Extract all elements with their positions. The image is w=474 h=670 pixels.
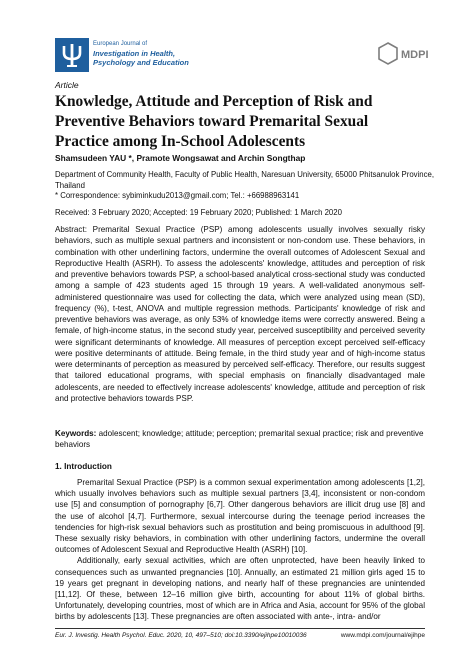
journal-logo (55, 38, 89, 72)
mdpi-hexagon-icon (379, 43, 397, 64)
keywords-text: adolescent; knowledge; attitude; perception; premarital sexual practice; risk and preventive behaviors (55, 429, 424, 450)
footer-citation: Eur. J. Investig. Health Psychol. Educ. 2020, 10, 497–510; doi:10.3390/ejihpe10010036 (55, 632, 307, 639)
footer-divider (55, 628, 425, 629)
journal-name-line2: Psychology and Education (93, 58, 189, 67)
keywords-label: Keywords: (55, 429, 97, 438)
affiliation-address: Department of Community Health, Faculty of Public Health, Naresuan University, 65000 Phitsanulok Province, Thailand (55, 170, 435, 190)
intro-paragraph-2: Additionally, early sexual activities, which are often unprotected, have been heavily linked to consequences such as unwanted pregnancies [10]. Annually, an estimated 21 million girls aged 15 to 19 years get pregnant in developing nations, and nearly half of these pregnancies are unintended [11,12]. Of these, between 12–16 million give birth, accounting for about 11% of global births. Unfortunately, developing countries, most of which are in Africa and Asia, account for 95% of the global births by adolescents [13]. These pregnancies are often associated with ante-, intra- and/or (55, 556, 425, 622)
journal-name (93, 40, 189, 67)
intro-paragraph-1: Premarital Sexual Practice (PSP) is a common sexual experimentation among adolescents [1,2], which usually involves behaviors such as multiple sexual partners [3,4], inconsistent or non-condom use [5] and consumption of pornography [6,7]. Other dangerous behaviors are illicit drug use [8] and the use of alcohol [4,7]. Furthermore, sexual intercourse during the teenage period increases the tendencies for high-risk sexual behaviors such as prostitution and being promiscuous in adulthood [9]. These sexually risky behaviors, in combination with other underlining factors, undermine the overall outcomes of Adolescent Sexual and Reproductive Health (ASRH) [10]. (55, 478, 425, 555)
section-heading: 1. Introduction (55, 462, 112, 471)
psi-logo-icon (55, 38, 89, 72)
author-list: Shamsudeen YAU *, Pramote Wongsawat and Archin Songthap (55, 153, 306, 163)
correspondence: * Correspondence: sybiminkudu2013@gmail.com; Tel.: +66988963141 (55, 191, 300, 201)
footer-url[interactable]: www.mdpi.com/journal/ejihpe (340, 632, 425, 639)
abstract: Abstract: Premarital Sexual Practice (PSP) among adolescents usually involves sexually risky behaviors, such as multiple sexual partners and inconsistent or non-condom use. These behaviors, in combination with other underlining factors, undermine the overall outcomes of Adolescent Sexual and Reproductive Health (ASRH). To assess the adolescents' knowledge, attitudes and perception of risk and preventive behaviors towards PSP, a school-based analytical cross-sectional study was conducted among a sample of 423 students aged 15 through 19 years. A well-validated anonymous self-administered questionnaire was used for collecting the data, which were analyzed using mean (SD), frequency (%), t-test, ANOVA and multiple regression methods. Participants' knowledge of risk and preventive behaviors was average, as only 53% of knowledge items were correctly answered. Being a female, of high-income status, in the second study year, perceived susceptibility and perceived severity were significant determinants of knowledge. All measures of perception except perceived self-efficacy were positive determinants of attitude. Being female, in the third study year and of high-income status were determinants of perception as measured by perceived self-efficacy. Therefore, our results suggest that tailored educational programs, with special emphasis on financially disadvantaged male adolescents, are needed to effectively increase adolescents' knowledge, attitude and perception of risk and protective behaviors towards PSP. (55, 225, 425, 403)
page-footer (55, 628, 425, 639)
introduction-body (55, 477, 425, 623)
mdpi-logo (377, 42, 435, 68)
affiliation (55, 170, 435, 202)
journal-header (55, 38, 435, 76)
publisher-name: MDPI (401, 49, 429, 61)
journal-name-line1: Investigation in Health, (93, 49, 176, 58)
article-title: Knowledge, Attitude and Perception of Risk and Preventive Behaviors toward Premarital Sexual Practice among In-School Adolescents (55, 93, 373, 150)
keywords (55, 428, 425, 451)
journal-name-prefix: European Journal of (93, 41, 148, 47)
article-type: Article (55, 80, 79, 90)
publication-dates: Received: 3 February 2020; Accepted: 19 February 2020; Published: 1 March 2020 (55, 208, 342, 217)
